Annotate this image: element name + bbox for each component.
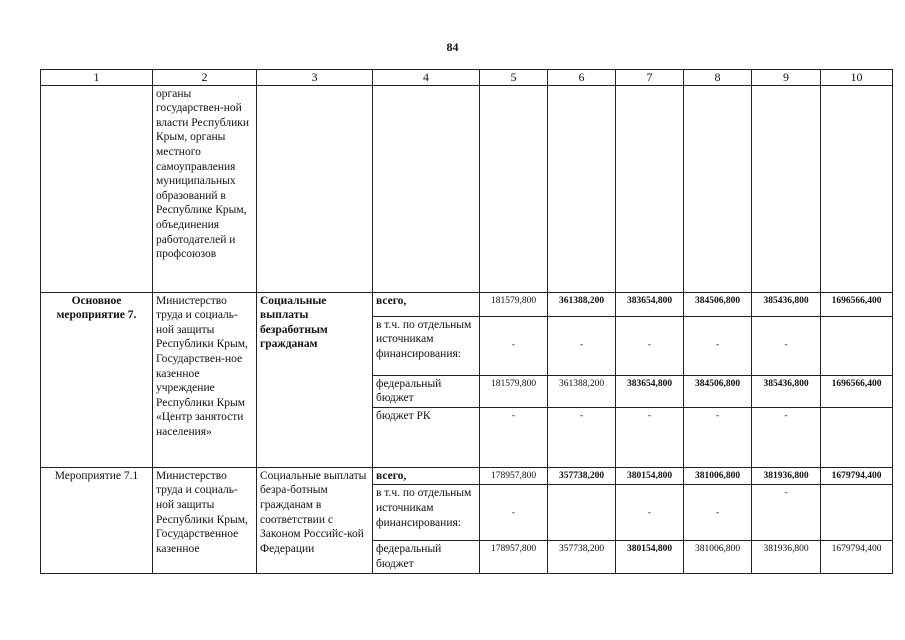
value-cell: 357738,200 bbox=[548, 541, 616, 573]
value-cell: - bbox=[616, 485, 684, 541]
value-cell: 380154,800 bbox=[616, 541, 684, 573]
value-cell: - bbox=[548, 316, 616, 375]
value-cell bbox=[821, 407, 893, 467]
header-cell: 4 bbox=[373, 70, 480, 86]
value-cell: 381936,800 bbox=[752, 541, 821, 573]
value-cell: 181579,800 bbox=[480, 292, 548, 316]
funding-label: всего, bbox=[373, 292, 480, 316]
funding-label: федеральный бюджет bbox=[373, 375, 480, 407]
value-cell: 178957,800 bbox=[480, 467, 548, 485]
funding-label: бюджет РК bbox=[373, 407, 480, 467]
value-cell: 384506,800 bbox=[684, 292, 752, 316]
executor-cell: органы государствен-ной власти Республики Крым, органы местного самоуправления муниципальных образований в Республике Крым, объединения работодателей и профсоюзов bbox=[153, 85, 257, 292]
value-cell: - bbox=[752, 407, 821, 467]
value-cell: - bbox=[684, 485, 752, 541]
value-cell: 361388,200 bbox=[548, 375, 616, 407]
measure-title: Социальные выплаты безработным гражданам bbox=[257, 292, 373, 467]
value-cell: 1696566,400 bbox=[821, 375, 893, 407]
program-table bbox=[40, 69, 893, 574]
table-row bbox=[41, 85, 893, 292]
value-cell: - bbox=[616, 316, 684, 375]
measure-name: Основное мероприятие 7. bbox=[41, 292, 153, 467]
value-cell: 1679794,400 bbox=[821, 541, 893, 573]
executor-cell: Министерство труда и социаль-ной защиты Республики Крым, Государствен-ное казенное учреждение Республики Крым «Центр занятости населения» bbox=[153, 292, 257, 467]
value-cell: 1696566,400 bbox=[821, 292, 893, 316]
value-cell: - bbox=[480, 407, 548, 467]
value-cell: 381006,800 bbox=[684, 467, 752, 485]
header-cell: 2 bbox=[153, 70, 257, 86]
value-cell: 385436,800 bbox=[752, 292, 821, 316]
page-number: 84 bbox=[446, 40, 459, 54]
header-cell: 10 bbox=[821, 70, 893, 86]
header-cell: 6 bbox=[548, 70, 616, 86]
value-cell: 181579,800 bbox=[480, 375, 548, 407]
value-cell: - bbox=[752, 316, 821, 375]
value-cell: 385436,800 bbox=[752, 375, 821, 407]
value-cell: 384506,800 bbox=[684, 375, 752, 407]
value-cell: 383654,800 bbox=[616, 375, 684, 407]
value-cell: - bbox=[616, 407, 684, 467]
funding-label: в т.ч. по отдельным источникам финансирования: bbox=[373, 316, 480, 375]
header-cell: 8 bbox=[684, 70, 752, 86]
funding-label: всего, bbox=[373, 467, 480, 485]
funding-label: федеральный бюджет bbox=[373, 541, 480, 573]
value-cell: - bbox=[480, 316, 548, 375]
measure-name: Мероприятие 7.1 bbox=[41, 467, 153, 573]
value-cell: 361388,200 bbox=[548, 292, 616, 316]
header-cell: 9 bbox=[752, 70, 821, 86]
value-cell: 381006,800 bbox=[684, 541, 752, 573]
measure-title: Социальные выплаты безра-ботным гражданам в соответствии с Законом Российс-кой Федерации bbox=[257, 467, 373, 573]
table-row bbox=[41, 467, 893, 485]
value-cell: - bbox=[684, 407, 752, 467]
value-cell bbox=[821, 316, 893, 375]
header-cell: 1 bbox=[41, 70, 153, 86]
header-cell: 5 bbox=[480, 70, 548, 86]
table-row bbox=[41, 292, 893, 316]
value-cell: 380154,800 bbox=[616, 467, 684, 485]
value-cell: 381936,800 bbox=[752, 467, 821, 485]
value-cell: 178957,800 bbox=[480, 541, 548, 573]
header-cell: 7 bbox=[616, 70, 684, 86]
executor-cell: Министерство труда и социаль-ной защиты Республики Крым, Государственное казенное bbox=[153, 467, 257, 573]
value-cell: 357738,200 bbox=[548, 467, 616, 485]
value-cell: 383654,800 bbox=[616, 292, 684, 316]
value-cell bbox=[548, 485, 616, 541]
header-cell: 3 bbox=[257, 70, 373, 86]
funding-label: в т.ч. по отдельным источникам финансирования: bbox=[373, 485, 480, 541]
value-cell: - bbox=[752, 485, 821, 541]
value-cell: - bbox=[684, 316, 752, 375]
value-cell: 1679794,400 bbox=[821, 467, 893, 485]
value-cell: - bbox=[480, 485, 548, 541]
value-cell bbox=[821, 485, 893, 541]
header-row bbox=[41, 70, 893, 86]
value-cell: - bbox=[548, 407, 616, 467]
